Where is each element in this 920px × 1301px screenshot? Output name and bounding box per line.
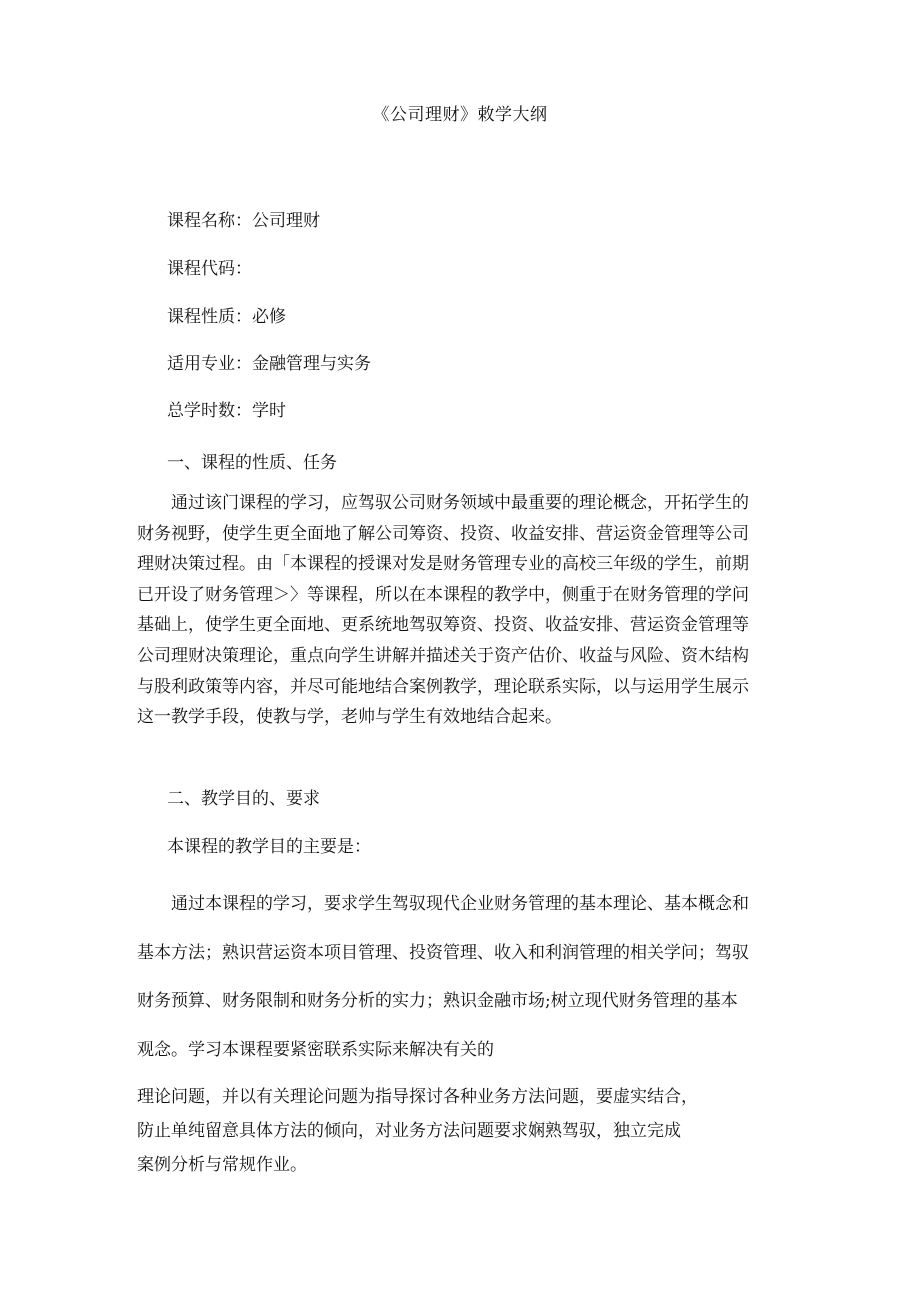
paragraph-line: 理财决策过程。由「本课程的授课对发是财务管理专业的高校三年级的学生，前期: [137, 554, 749, 575]
document-title: 《公司理财》敕学大纲: [372, 105, 548, 125]
paragraph-line: 案例分析与常规作业。: [137, 1155, 307, 1175]
paragraph-line: 通过本课程的学习，要求学生驾驭现代企业财务管理的基本理论、基本概念和: [171, 894, 749, 914]
paragraph-line: 通过该门课程的学习，应驾驭公司财务领域中最重要的理论概念，开拓学生的: [171, 493, 749, 513]
paragraph-line: 已开设了财务管理＞〉等课程，所以在本课程的教学中，侧重于在财务管理的学问: [137, 584, 749, 605]
paragraph-line: 防止单纯留意具体方法的倾向，对业务方法问题要求娴熟驾驭，独立完成: [137, 1121, 681, 1141]
section2-intro: 本课程的教学目的主要是：: [167, 837, 371, 857]
paragraph-line: 理论问题，并以有关理论问题为指导探讨各种业务方法问题，要虚实结合，: [137, 1087, 698, 1107]
section2-continuation: [137, 1080, 802, 1182]
section1-heading: 一、课程的性质、任务: [167, 453, 337, 473]
paragraph-line: 财务视野，使学生更全面地了解公司筹资、投资、收益安排、营运资金管理等公司: [137, 523, 749, 544]
paragraph-line: 财务预算、财务限制和财务分析的实力；熟识金融市场;树立现代财务管理的基本: [137, 991, 738, 1012]
paragraph-line: 公司理财决策理论，重点向学生讲解并描述关于资产估价、收益与风险、资木结构: [137, 645, 749, 666]
course-nature-field: 课程性质：必修: [167, 307, 286, 327]
section2-paragraph: [137, 880, 802, 1075]
paragraph-line: 观念。学习本课程要紧密联系实际来解决有关的: [137, 1040, 494, 1061]
course-code-field: 课程代码：: [167, 259, 252, 279]
total-hours-field: 总学时数：学时: [167, 401, 286, 421]
section2-heading: 二、教学目的、要求: [167, 789, 320, 809]
paragraph-line: 基本方法；熟识营运资本项目管理、投资管理、收入和利润管理的相关学问；驾驭: [137, 942, 749, 963]
paragraph-line: 与股利政策等内容，并尽可能地结合案例教学，理论联系实际，以与运用学生展示: [137, 676, 749, 697]
section1-paragraph: [137, 488, 802, 733]
paragraph-line: 这一教学手段，使教与学，老帅与学生有效地结合起来。: [137, 707, 562, 728]
course-name-field: 课程名称：公司理财: [167, 211, 320, 231]
paragraph-line: 基础上，使学生更全面地、更系统地驾驭筹资、投资、收益安排、营运资金管理等: [137, 615, 749, 636]
applicable-major-field: 适用专业：金融管理与实务: [167, 354, 371, 374]
